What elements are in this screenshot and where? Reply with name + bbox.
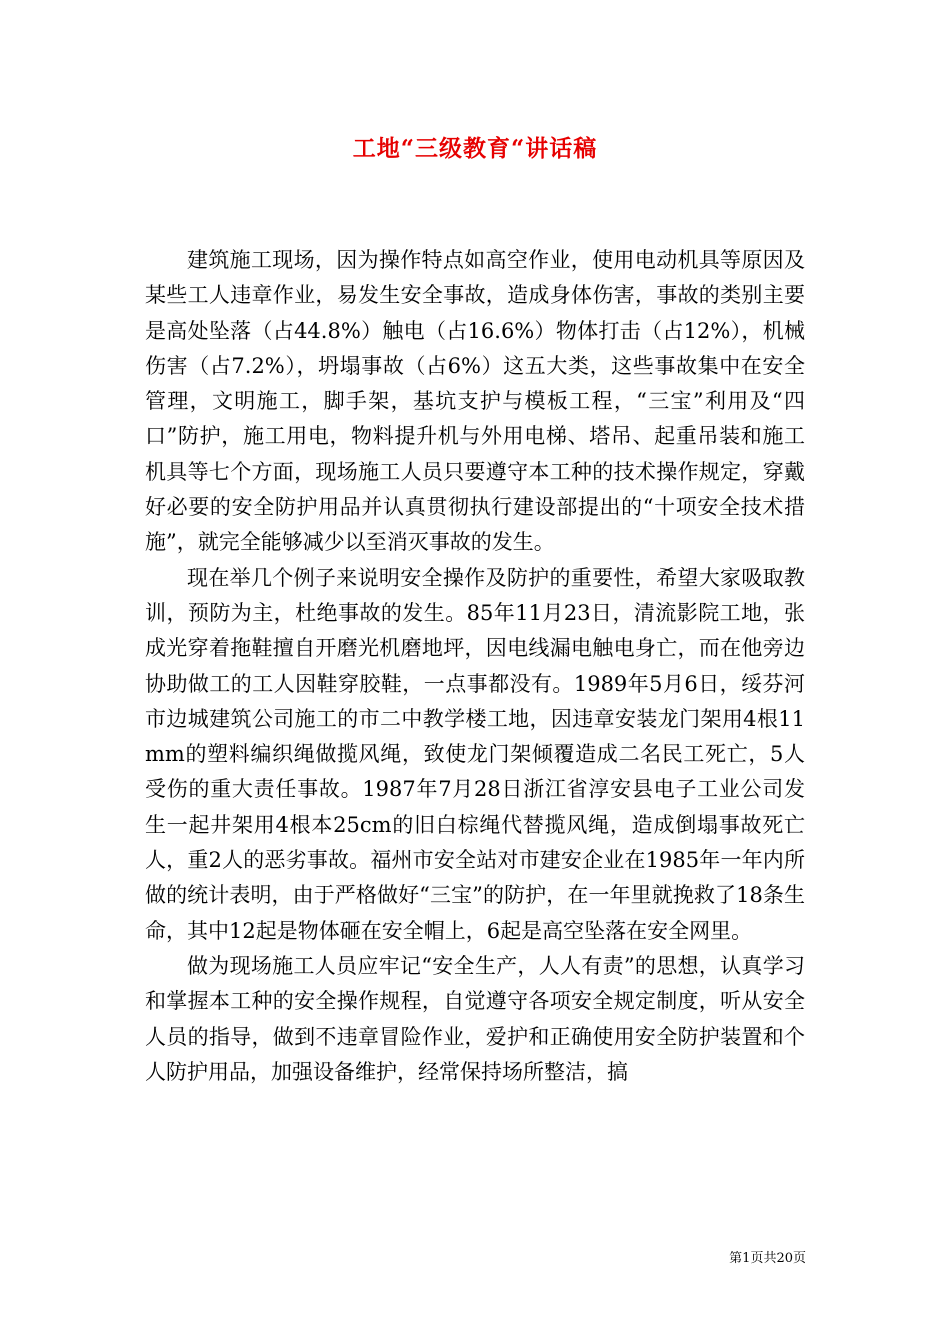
paragraph-1: 建筑施工现场，因为操作特点如高空作业，使用电动机具等原因及某些工人违章作业，易发生安全事故，造成身体伤害，事故的类别主要是高处坠落（占44.8%）触电（占16.6%）物体打击（占12%），机械伤害（占7.2%），坍塌事故（占6%）这五大类，这些事故集中在安全管理，文明施工，脚手架，基坑支护与模板工程，“三宝”利用及“四口”防护，施工用电，物料提升机与外用电梯、塔吊、起重吊装和施工机具等七个方面，现场施工人员只要遵守本工种的技术操作规定，穿戴好必要的安全防护用品并认真贯彻执行建设部提出的“十项安全技术措施”，就完全能够减少以至消灭事故的发生。 xyxy=(145,248,805,555)
paragraph-3: 做为现场施工人员应牢记“安全生产，人人有责”的思想，认真学习和掌握本工种的安全操作规程，自觉遵守各项安全规定制度，听从安全人员的指导，做到不违章冒险作业，爱护和正确使用安全防护装置和个人防护用品，加强设备维护，经常保持场所整洁，搞 xyxy=(145,953,805,1084)
paragraph-2: 现在举几个例子来说明安全操作及防护的重要性，希望大家吸取教训，预防为主，杜绝事故的发生。85年11月23日，清流影院工地，张成光穿着拖鞋擅自开磨光机磨地坪，因电线漏电触电身亡，而在他旁边协助做工的工人因鞋穿胶鞋，一点事都没有。1989年5月6日，绥芬河市边城建筑公司施工的市二中教学楼工地，因违章安装龙门架用4根11mm的塑料编织绳做揽风绳，致使龙门架倾覆造成二名民工死亡，5人受伤的重大责任事故。1987年7月28日浙江省淳安县电子工业公司发生一起井架用4根本25cm的旧白棕绳代替揽风绳，造成倒塌事故死亡人，重2人的恶劣事故。福州市安全站对市建安企业在1985年一年内所做的统计表明，由于严格做好“三宝”的防护，在一年里就挽救了18条生命，其中12起是物体砸在安全帽上，6起是高空坠落在安全网里。 xyxy=(145,565,805,943)
page-number-footer: 第1页共20页 xyxy=(729,1251,806,1266)
document-body xyxy=(145,243,805,1090)
document-title: 工地“三级教育“讲话稿 xyxy=(352,135,598,162)
